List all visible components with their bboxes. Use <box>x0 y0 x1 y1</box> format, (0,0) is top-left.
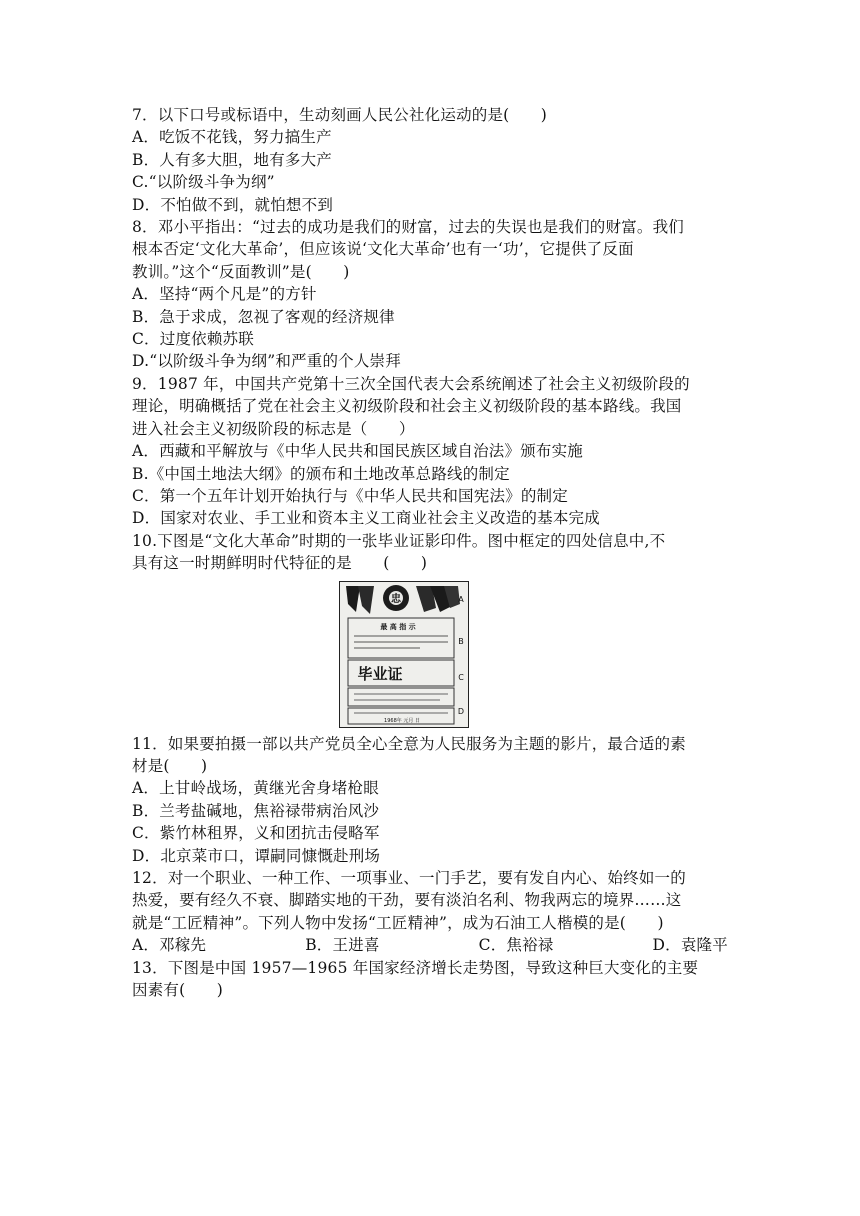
label-d: D <box>457 707 465 716</box>
option-b: B．急于求成，忽视了客观的经济规律 <box>132 307 395 326</box>
option-a: A．坚持“两个凡是”的方针 <box>132 285 317 304</box>
option-a: A．吃饭不花钱，努力搞生产 <box>132 128 332 147</box>
option-b: B．王进喜 <box>305 936 380 955</box>
option-d: D．国家对农业、手工业和资本主义工商业社会主义改造的基本完成 <box>132 509 600 528</box>
option-c: C．紫竹林租界，义和团抗击侵略军 <box>132 824 380 843</box>
option-d: D.“以阶级斗争为纲”和严重的个人崇拜 <box>132 352 401 371</box>
option-c: C.“以阶级斗争为纲” <box>132 173 275 192</box>
option-d: D．不怕做不到，就怕想不到 <box>132 195 334 214</box>
question-9 <box>132 373 732 530</box>
question-10 <box>132 530 732 575</box>
graduation-certificate-image <box>339 581 469 728</box>
option-a: A．上甘岭战场，黄继光舍身堵枪眼 <box>132 779 379 798</box>
question-12 <box>132 867 732 957</box>
question-stem: 教训。”这个“反面教训”是( ) <box>132 262 350 281</box>
question-stem: 10.下图是“文化大革命”时期的一张毕业证影印件。图中框定的四处信息中,不 <box>132 531 666 550</box>
question-stem: 就是“工匠精神”。下列人物中发扬“工匠精神”，成为石油工人楷模的是( ) <box>132 913 664 932</box>
option-d: D．袁隆平 <box>652 936 728 955</box>
option-a: A．邓稼先 <box>132 936 207 955</box>
question-stem: 具有这一时期鲜明时代特征的是 ( ) <box>132 554 428 573</box>
question-stem: 理论，明确概括了党在社会主义初级阶段和社会主义初级阶段的基本路线。我国 <box>132 397 682 416</box>
question-stem: 热爱，要有经久不衰、脚踏实地的干劲，要有淡泊名利、物我两忘的境界……这 <box>132 891 682 910</box>
certificate-drawing <box>340 582 468 727</box>
question-8 <box>132 216 732 373</box>
option-d: D．北京菜市口，谭嗣同慷慨赴刑场 <box>132 846 381 865</box>
option-b: B．人有多大胆，地有多大产 <box>132 150 332 169</box>
question-stem: 根本否定‘文化大革命’，但应该说‘文化大革命’也有一‘功’，它提供了反面 <box>132 240 634 259</box>
certificate-date: 1968年 元月 日 <box>384 718 420 724</box>
label-b: B <box>458 637 464 646</box>
question-stem: 8．邓小平指出：“过去的成功是我们的财富，过去的失误也是我们的财富。我们 <box>132 218 684 237</box>
option-c: C．过度依赖苏联 <box>132 330 254 349</box>
directive-heading: 最 高 指 示 <box>380 623 416 631</box>
option-c: C．焦裕禄 <box>478 936 554 955</box>
option-b: B.《中国土地法大纲》的颁布和土地改革总路线的制定 <box>132 464 510 483</box>
question-stem: 因素有( ) <box>132 981 223 999</box>
question-stem: 13．下图是中国 1957—1965 年国家经济增长走势图，导致这种巨大变化的主要 <box>132 958 699 977</box>
question-stem: 9．1987 年，中国共产党第十三次全国代表大会系统阐述了社会主义初级阶段的 <box>132 374 690 393</box>
option-b: B．兰考盐碱地，焦裕禄带病治风沙 <box>132 801 380 820</box>
question-stem: 12．对一个职业、一种工作、一项事业、一门手艺，要有发自内心、始终如一的 <box>132 868 686 887</box>
option-c: C．第一个五年计划开始执行与《中华人民共和国宪法》的制定 <box>132 486 568 505</box>
question-13 <box>132 957 732 1002</box>
question-stem: 7．以下口号或标语中，生动刻画人民公社化运动的是( ) <box>132 106 548 124</box>
question-stem: 进入社会主义初级阶段的标志是（ ） <box>132 419 415 438</box>
question-7 <box>132 104 732 216</box>
certificate-title: 毕业证 <box>357 665 403 683</box>
banner-char: 忠 <box>391 594 401 605</box>
question-11 <box>132 733 732 867</box>
exam-page <box>132 104 732 1001</box>
label-c: C <box>458 673 464 682</box>
option-a: A．西藏和平解放与《中华人民共和国民族区域自治法》颁布实施 <box>132 442 583 461</box>
inline-options <box>132 934 728 956</box>
label-a: A <box>458 595 464 604</box>
question-stem: 材是( ) <box>132 756 208 775</box>
question-stem: 11．如果要拍摄一部以共产党员全心全意为人民服务为主题的影片，最合适的素 <box>132 734 686 753</box>
